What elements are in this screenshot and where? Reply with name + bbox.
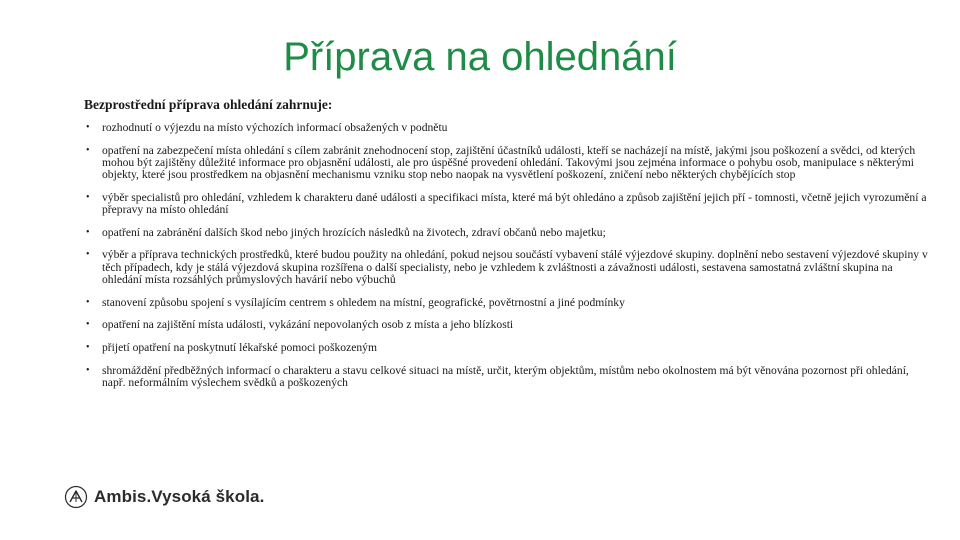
list-item: • opatření na zajištění místa události, vykázání nepovolaných osob z místa a jeho blízkosti: [84, 319, 930, 331]
list-item: • výběr a příprava technických prostředků, které budou použity na ohledání, pokud nejsou součástí vybavení stálé výjezdové skupiny. doplnění nebo sestavení výjezdové skupiny v těch případech, kdy je stálá výjezdová skupina rozšířena o další specialisty, nebo je vzhledem k zvláštnosti a závažnosti události, sestavena samostatná zvláštní skupina na ohledání místa rozsáhlých průmyslových havárií nebo výbuchů: [84, 249, 930, 286]
list-item: • opatření na zabezpečení místa ohledání s cílem zabránit znehodnocení stop, zajištění účastníků události, kteří se nacházejí na místě, jakými jsou poškození a svědci, od kterých mohou být zajištěny důležité informace pro objasnění události, ale pro úspěšné provedení ohledání. Takovými jsou zejména informace o pohybu osob, manipulace s některými objekty, které jsou prostředkem na objasnění mechanismu vzniku stop nebo naopak na vysvětlení poškození, zničení nebo některých chybějících stop: [84, 145, 930, 182]
list-item: • výběr specialistů pro ohledání, vzhledem k charakteru dané události a specifikaci místa, které má být ohledáno a způsob zajištění jejich pří - tomnosti, včetně jejich vyrozumění a přepravy na místo ohledání: [84, 192, 930, 216]
footer-logo: [64, 484, 264, 510]
intro-text: Bezprostřední příprava ohledání zahrnuje:: [84, 97, 333, 112]
list-item: • přijetí opatření na poskytnutí lékařské pomoci poškozeným: [84, 342, 930, 354]
ambis-logo-icon: [64, 485, 88, 509]
list-item: • opatření na zabránění dalších škod nebo jiných hrozících následků na životech, zdraví občanů nebo majetku;: [84, 227, 930, 239]
logo-text: Ambis.Vysoká škola.: [94, 487, 265, 506]
slide-title: Příprava na ohlednání: [283, 35, 677, 79]
bullet-list: [84, 122, 930, 389]
slide-content: [84, 96, 930, 400]
list-item: • stanovení způsobu spojení s vysílajícím centrem s ohledem na místní, geografické, povětrnostní a jiné podmínky: [84, 297, 930, 309]
list-item: • shromáždění předběžných informací o charakteru a stavu celkové situaci na místě, určit, kterým objektům, místům nebo okolnostem má být věnována pozornost při ohledání, např. neformálním výslechem svědků a poškozených: [84, 365, 930, 389]
list-item: • rozhodnutí o výjezdu na místo výchozích informací obsažených v podnětu: [84, 122, 930, 134]
